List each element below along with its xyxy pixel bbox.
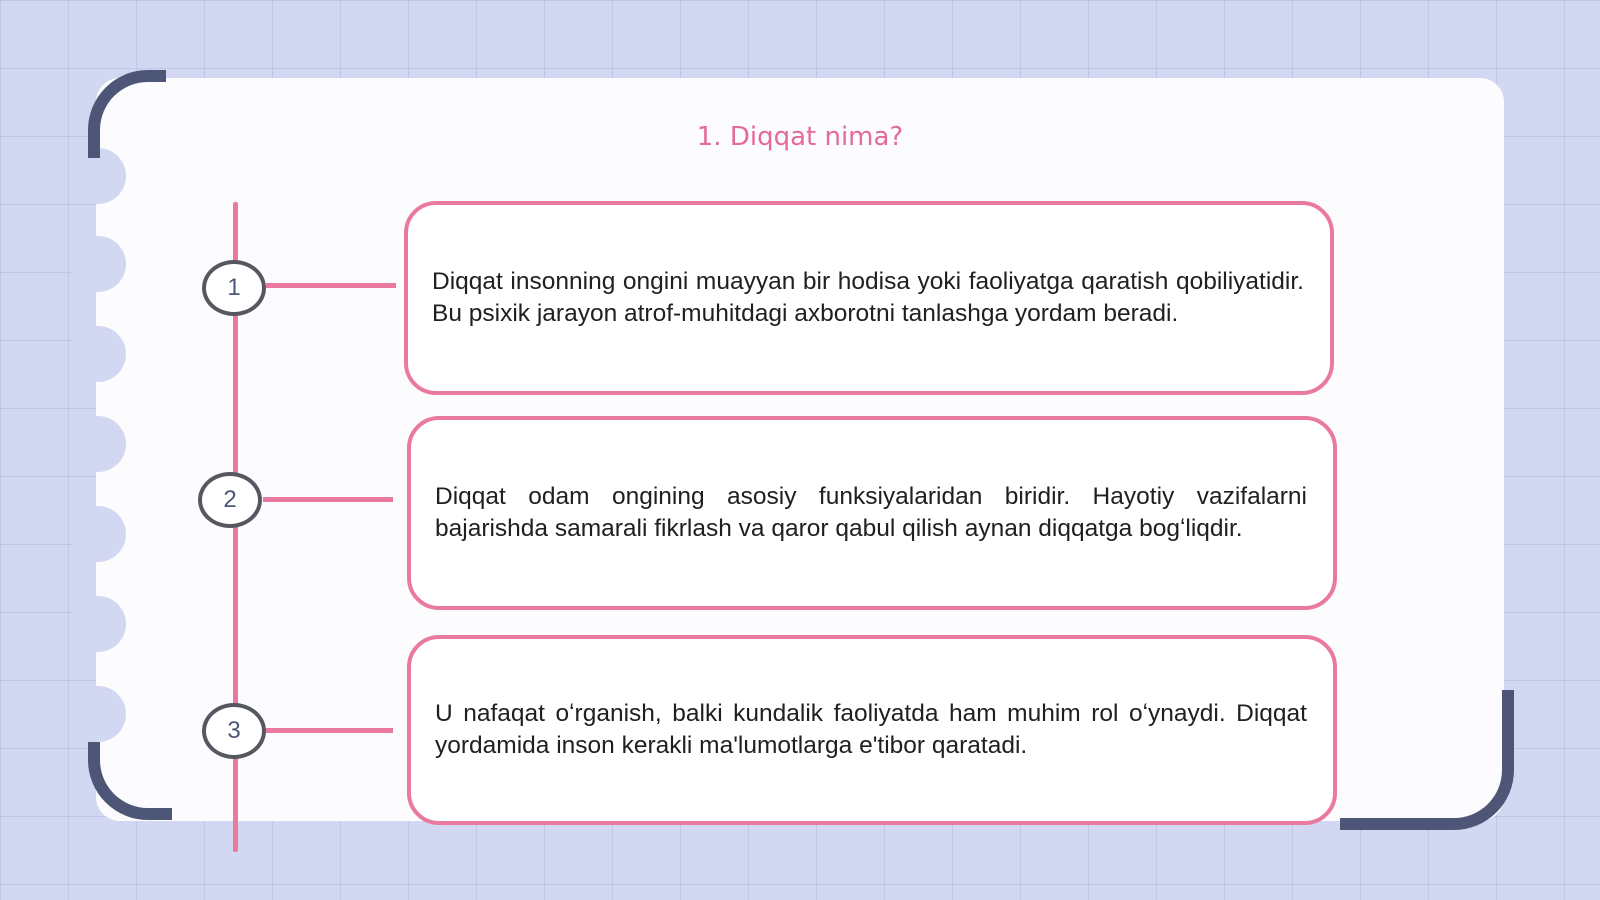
notebook-hole	[70, 236, 126, 292]
content-text: U nafaqat oʻrganish, balki kundalik faoliyatda ham muhim rol oʻynaydi. Diqqat yordamida inson kerakli ma'lumotlarga e'tibor qaratadi.	[435, 700, 1307, 759]
timeline-node	[202, 703, 266, 759]
timeline-node	[202, 260, 266, 316]
frame-corner-bottom-right	[1340, 690, 1514, 830]
notebook-hole	[70, 596, 126, 652]
timeline-connector	[266, 728, 393, 733]
notebook-hole	[70, 686, 126, 742]
notebook-hole	[70, 416, 126, 472]
content-text: Diqqat insonning ongini muayyan bir hodisa yoki faoliyatga qaratish qobiliyatidir. Bu psixik jarayon atrof-muhitdagi axborotni tanlashga yordam beradi.	[432, 268, 1304, 327]
timeline-connector	[266, 283, 396, 288]
content-text: Diqqat odam ongining asosiy funksiyalaridan biridir. Hayotiy vazifalarni bajarishda samarali fikrlash va qaror qabul qilish aynan diqqatga bogʻliqdir.	[435, 483, 1307, 542]
timeline-node	[198, 472, 262, 528]
node-number: 1	[227, 274, 241, 301]
content-box	[404, 201, 1334, 395]
notebook-hole	[70, 506, 126, 562]
content-box	[407, 635, 1337, 825]
slide-title: 1. Diqqat nima?	[696, 122, 904, 152]
content-box	[407, 416, 1337, 610]
node-number: 2	[223, 486, 237, 513]
timeline-connector	[263, 497, 393, 502]
node-number: 3	[227, 717, 241, 744]
notebook-hole	[70, 326, 126, 382]
